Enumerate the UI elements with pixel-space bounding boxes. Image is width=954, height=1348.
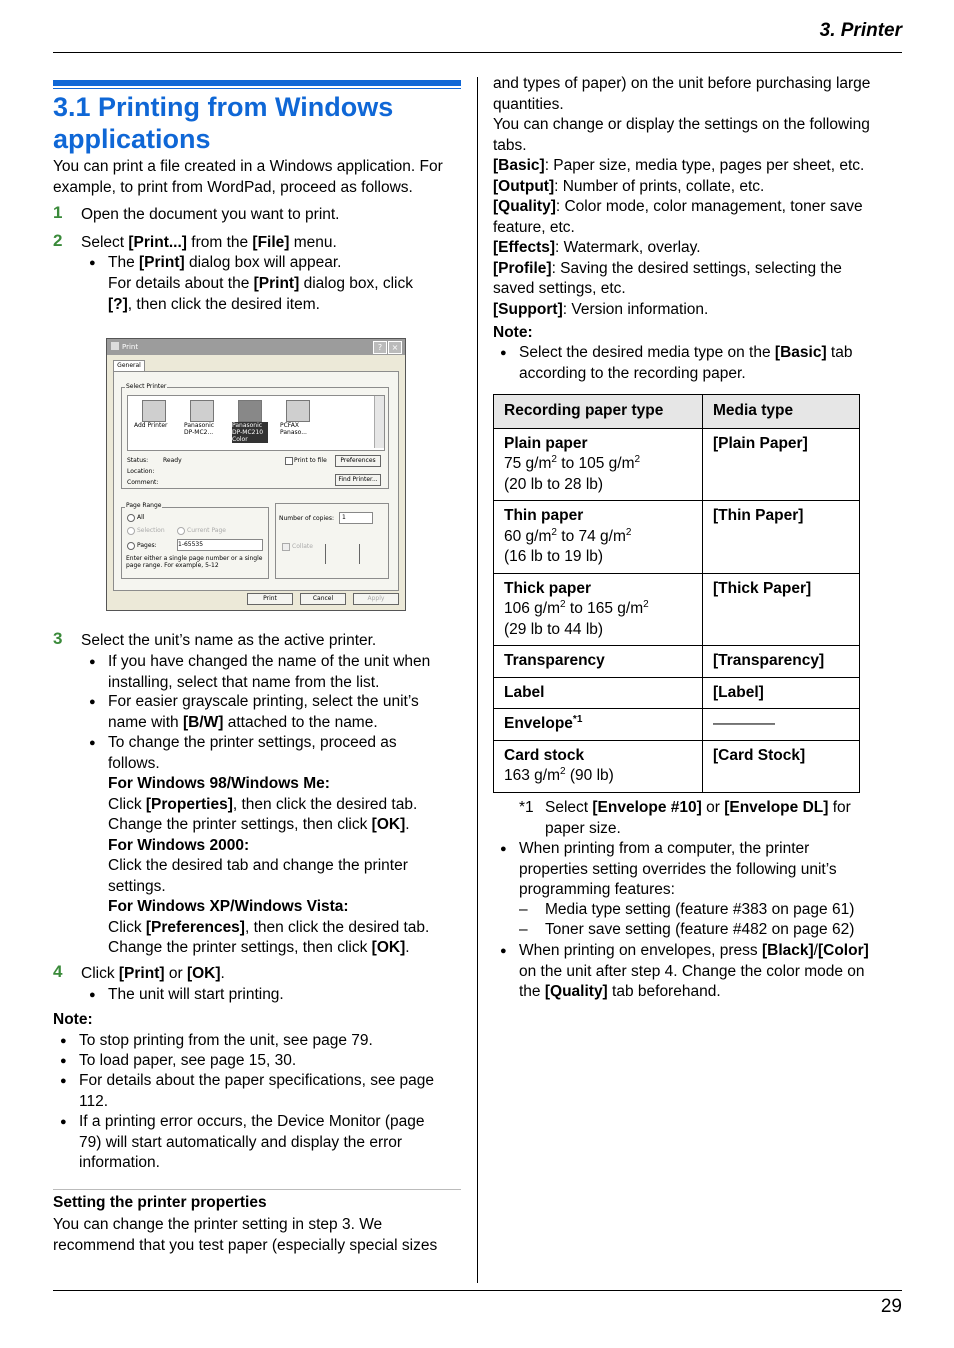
tab-general[interactable]: General [113, 360, 145, 372]
printer-item[interactable]: Panasonic DP-MC2... [184, 422, 215, 436]
table-row: Thick paper 106 $g/m^2$ to 165 $g/m^2$ (29 lb to 44 lb) [Thick Paper] [494, 573, 860, 646]
print-to-file-checkbox[interactable] [285, 457, 293, 465]
os-heading: For Windows 2000: [108, 836, 250, 854]
tab-desc: [Support]: Version information. [493, 300, 709, 318]
table-row: Transparency [Transparency] [494, 646, 860, 678]
help-icon[interactable]: ? [373, 341, 387, 354]
section-title-line2: applications [53, 124, 211, 154]
footer-rule [53, 1290, 902, 1291]
step-3-bullet: ● If you have changed the name of the unit when installing, select that name from the list. [108, 652, 430, 693]
all-label: All [137, 514, 145, 521]
step-1-text: Open the document you want to print. [81, 206, 340, 223]
print-button[interactable]: Print [247, 593, 293, 605]
tab-desc: [Output]: Number of prints, collate, etc. [493, 177, 765, 195]
step-3-text: Select the unit’s name as the active printer. [81, 632, 377, 649]
page-number: 29 [880, 1296, 902, 1317]
dialog-titlebar [107, 339, 405, 355]
continued-text: and types of paper) on the unit before purchasing large quantities. You can change or display the settings on the following tabs. [493, 75, 871, 154]
step-4-bullet: ● The unit will start printing. [108, 985, 284, 1006]
printer-icon [238, 400, 262, 422]
chapter-header: 3. Printer [819, 20, 902, 41]
section-title [53, 91, 461, 155]
step-2-bullet: ● The [Print] dialog box will appear. [108, 253, 341, 274]
os-instructions: For Windows 98/Windows Me: Click [Properties], then click the desired tab. Change the printer settings, then click [OK]. For Windows 2000: Click the desired tab and change the printer settings. For Windows XP/Windows Vista: Click [Preferences], then click the desired tab. Change the printer settings, then click [OK]. [108, 774, 468, 959]
pages-input[interactable]: 1-65535 [177, 539, 263, 551]
footnote-mark: *1 [519, 799, 534, 816]
location-label: Location: [127, 468, 155, 475]
printer-item[interactable]: Add Printer [134, 422, 168, 429]
find-printer-button[interactable]: Find Printer... [335, 474, 381, 486]
step-number: 2 [53, 231, 63, 250]
subsection-rule [53, 1189, 461, 1190]
current-page-label: Current Page [187, 527, 226, 534]
table-row: Card stock 163 $g/m^2$ (90 lb) [Card Stock] [494, 740, 860, 792]
os-heading: For Windows XP/Windows Vista: [108, 898, 349, 915]
page-range-hint: Enter either a single page number or a single page range. For example, 5-12 [126, 555, 263, 569]
apply-button[interactable]: Apply [353, 593, 399, 605]
preferences-button[interactable]: Preferences [335, 455, 381, 467]
intro-line: You can print a file created in a Windows application. For [53, 158, 443, 175]
collate-pages-icon [359, 544, 386, 564]
tab-list: [Basic]: Paper size, media type, pages per sheet, etc. [Output]: Number of prints, collate, etc. [Quality]: Color mode, color management, toner save feature, etc. [Effects]: Watermark, overlay. [Profile]: Saving the desired settings, selecting the saved settings, etc. [Support]: Version information. [493, 156, 908, 320]
selection-radio[interactable] [127, 527, 135, 535]
note-item: ● To stop printing from the unit, see page 79. [79, 1031, 373, 1052]
copies-input[interactable]: 1 [339, 512, 373, 524]
cancel-button[interactable]: Cancel [300, 593, 346, 605]
pages-label: Pages: [137, 542, 157, 549]
table-row: Plain paper 75 $g/m^2$ to 105 $g/m^2$ (20 lb to 28 lb) [Plain Paper] [494, 428, 860, 501]
current-page-radio[interactable] [177, 527, 185, 535]
printer-icon [111, 342, 119, 350]
dash-item: Media type setting (feature #383 on page 61) [545, 901, 855, 918]
subsection-text: You can change the printer setting in step 3. We recommend that you test paper (especially special sizes [53, 1216, 438, 1254]
note-label: Note: [493, 324, 533, 341]
right-bullet: ● When printing on envelopes, press [Black]/[Color] on the unit after step 4. Change the color mode on the [Quality] tab beforehand. [519, 941, 869, 1003]
selection-label: Selection [137, 527, 165, 534]
step-3-bullet: ● For easier grayscale printing, select the unit’s name with [B/W] attached to the name. [108, 692, 419, 733]
table-row: Label [Label] [494, 677, 860, 709]
printer-list-scrollbar[interactable] [374, 396, 384, 448]
table-header-row [494, 395, 860, 429]
step-2-detail: For details about the [Print] dialog box, click [?], then click the desired item. [108, 275, 413, 313]
column-header: Media type [703, 395, 860, 429]
header-rule [53, 52, 902, 53]
printer-icon [190, 400, 214, 422]
column-divider [477, 77, 478, 1283]
step-number: 1 [53, 203, 63, 222]
printer-list[interactable] [127, 395, 385, 451]
select-printer-label: Select Printer [126, 383, 167, 390]
note-label: Note: [53, 1011, 93, 1028]
printer-item-selected[interactable]: Panasonic DP-MC210 Color [232, 422, 268, 443]
os-heading: For Windows 98/Windows Me: [108, 775, 330, 792]
section-bar-thin [53, 88, 461, 89]
subsection-heading: Setting the printer properties [53, 1194, 267, 1211]
column-header: Recording paper type [494, 395, 703, 429]
fax-printer-icon [286, 400, 310, 422]
section-title-line1: 3.1 Printing from Windows [53, 92, 394, 122]
page-range-label: Page Range [126, 502, 162, 509]
collate-pages-icon [325, 544, 352, 564]
step-3-bullet: ● To change the printer settings, proceed as follows. [108, 733, 397, 774]
note-item: ● If a printing error occurs, the Device Monitor (page 79) will start automatically and display the error information. [79, 1112, 424, 1174]
media-type-table [493, 394, 860, 793]
dash-mark: – [519, 921, 528, 938]
note-item: ● Select the desired media type on the [Basic] tab according to the recording paper. [519, 343, 852, 384]
collate-checkbox[interactable] [282, 543, 290, 551]
collate-label: Collate [292, 543, 313, 550]
dash-mark: – [519, 901, 528, 918]
all-radio[interactable] [127, 514, 135, 522]
tab-desc: [Quality]: Color mode, color management, toner save [493, 198, 863, 215]
dialog-title: Print [122, 343, 139, 351]
comment-label: Comment: [127, 479, 159, 486]
step-number: 3 [53, 629, 63, 648]
note-item: ● For details about the paper specifications, see page 112. [79, 1071, 434, 1112]
section-bar [53, 80, 461, 86]
intro-line: example, to print from WordPad, proceed as follows. [53, 178, 413, 196]
note-item: ● To load paper, see page 15, 30. [79, 1051, 296, 1072]
tab-desc: [Profile]: Saving the desired settings, selecting the [493, 259, 842, 277]
close-icon[interactable]: × [388, 341, 402, 354]
step-2-text: Select [Print...] from the [File] menu. [81, 234, 337, 251]
intro [53, 157, 463, 198]
step-number: 4 [53, 962, 63, 981]
pages-radio[interactable] [127, 542, 135, 550]
footnote-text: Select [Envelope #10] or [Envelope DL] for paper size. [545, 799, 851, 837]
printer-item[interactable]: PCFAX Panaso... [280, 422, 307, 436]
print-to-file-label: Print to file [294, 457, 327, 464]
print-dialog-screenshot [106, 338, 406, 611]
table-row: Envelope$^{*1}$ ———— [494, 709, 860, 741]
add-printer-icon [142, 400, 166, 422]
status-label: Status: [127, 457, 149, 464]
right-bullet: ● When printing from a computer, the printer properties setting overrides the following unit’s programming features: [519, 839, 837, 901]
tab-desc: [Basic]: Paper size, media type, pages per sheet, etc. [493, 157, 865, 174]
status-value: Ready [163, 457, 182, 464]
table-row: Thin paper 60 $g/m^2$ to 74 $g/m^2$ (16 lb to 19 lb) [Thin Paper] [494, 501, 860, 574]
copies-label: Number of copies: [279, 515, 334, 522]
tab-desc: [Effects]: Watermark, overlay. [493, 239, 701, 256]
dash-item: Toner save setting (feature #482 on page 62) [545, 921, 855, 938]
step-4-text: Click [Print] or [OK]. [81, 965, 225, 982]
